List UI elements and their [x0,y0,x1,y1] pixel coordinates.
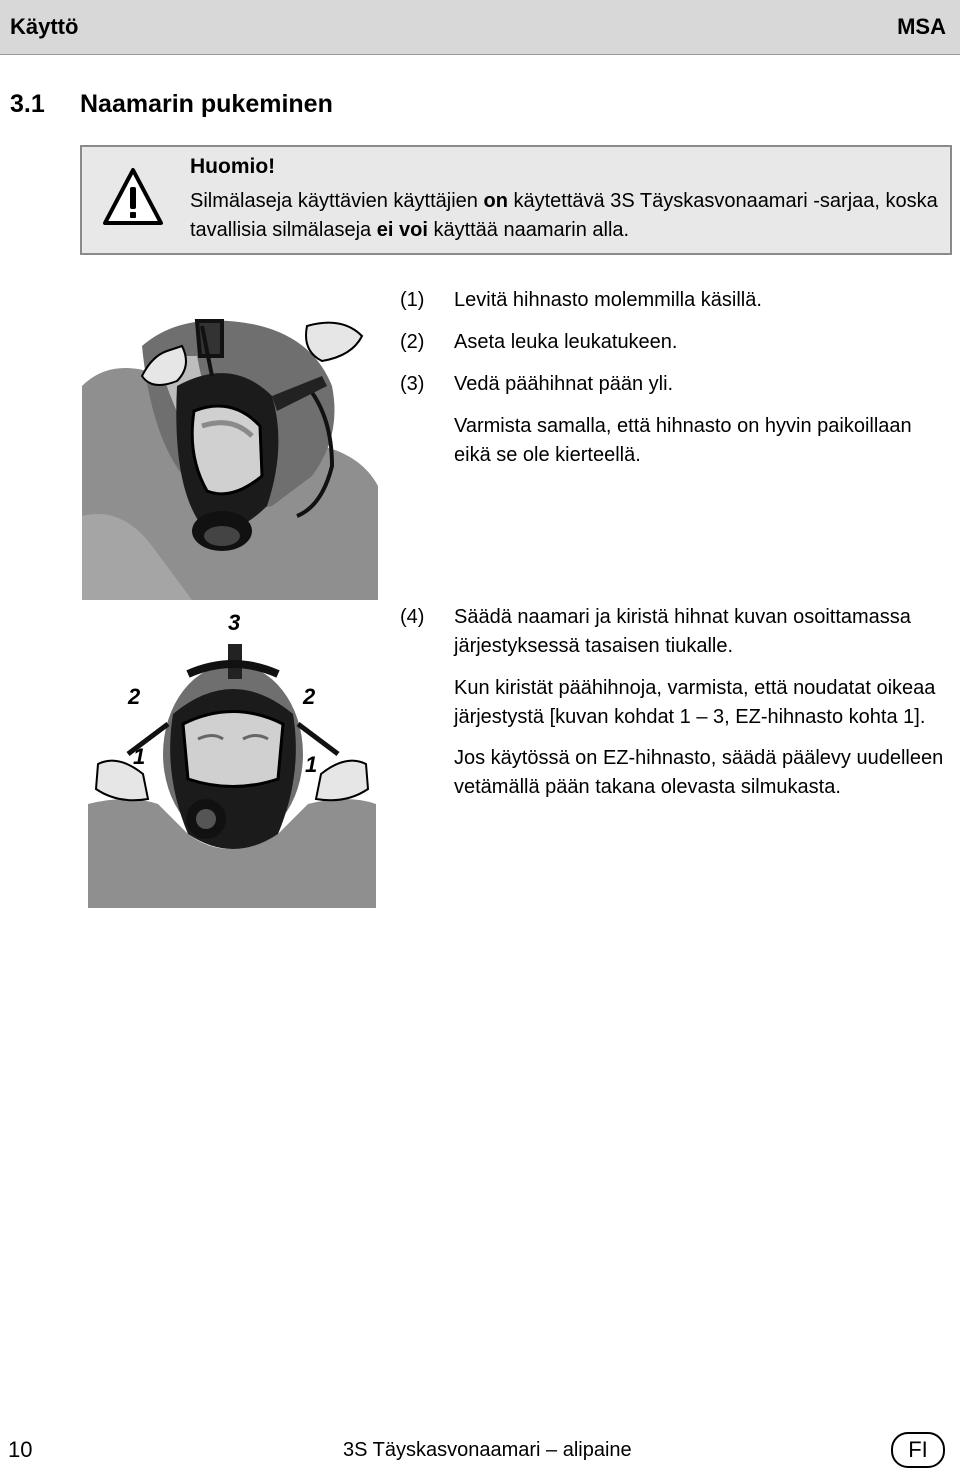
document-title: 3S Täyskasvonaamari – alipaine [343,1439,632,1461]
page-header [0,0,960,55]
step-text: Aseta leuka leukatukeen. [454,331,678,353]
step-number: (1) [400,289,425,311]
figure-label-2-left: 2 [128,684,141,709]
step-note: Jos käytössä on EZ-hihnasto, säädä päälevy uudelleen vetämällä pään takana olevasta silmukasta. [454,747,944,798]
section-title: Naamarin pukeminen [80,90,333,118]
step-note: Varmista samalla, että hihnasto on hyvin paikoillaan eikä se ole kierteellä. [454,415,912,466]
warning-text-part: käyttää naamarin alla. [427,219,630,241]
step-item [400,286,945,315]
warning-text [190,187,940,245]
figure-label-1-left: 1 [133,744,146,769]
warning-emphasis: ei voi [376,219,428,241]
warning-text-part: Silmälaseja käyttävien käyttäjien [190,190,484,212]
section-heading [10,90,333,119]
page-number: 10 [8,1437,33,1462]
step-number: (3) [400,373,425,395]
brand-label: MSA [897,14,946,39]
step-text: Vedä päähihnat pään yli. [454,373,674,395]
step-item [400,603,945,661]
step-text: Säädä naamari ja kiristä hihnat kuvan osoittamassa järjestyksessä tasaisen tiukalle. [454,606,911,657]
chapter-title: Käyttö [10,14,79,39]
warning-title: Huomio! [190,155,276,178]
warning-box [80,145,952,255]
step-number: (2) [400,331,425,353]
language-badge: FI [891,1432,945,1468]
mask-donning-illustration [82,316,378,600]
warning-text-part: käytettävä 3S Täyskasvonaamari -sarjaa, koska tavallisia silmälaseja [190,190,938,241]
section-number: 3.1 [10,90,45,118]
warning-emphasis: on [483,190,508,212]
figure-label-2-right: 2 [303,684,316,709]
step-text: Levitä hihnasto molemmilla käsillä. [454,289,762,311]
step-item [400,370,945,399]
step-item [400,328,945,357]
warning-triangle-icon [102,167,164,227]
step-note: Kun kiristät päähihnoja, varmista, että noudatat oikeaa järjestystä [kuvan kohdat 1 – 3, EZ-hihnasto kohta 1]. [454,677,936,728]
strap-tightening-illustration [88,604,376,908]
step-number: (4) [400,606,425,628]
steps-group-1 [400,286,945,482]
steps-group-2 [400,603,945,814]
figure-label-3: 3 [228,610,241,635]
figure-label-1-right: 1 [305,752,318,777]
